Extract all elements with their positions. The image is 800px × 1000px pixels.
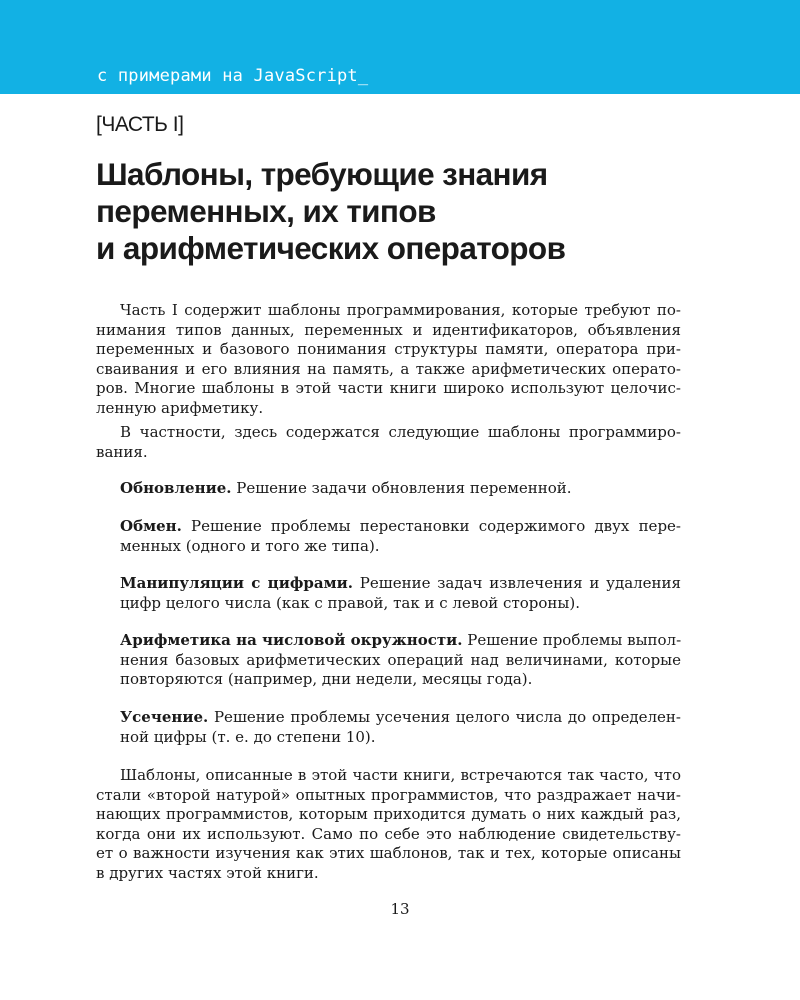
chapter-title [96,156,736,267]
pattern-definition [120,479,681,499]
text-line: стали «второй натурой» опытных программистов, что раздражает начи- [96,785,681,804]
chapter-title-line: переменных, их типов [96,193,436,229]
chapter-title-line: и арифметических операторов [96,230,566,266]
pattern-description: Решение проблемы усечения целого числа до определен- [213,708,681,726]
part-label: [ЧАСТЬ I] [96,113,184,136]
text-line: ет о важности изучения как этих шаблонов, так и тех, которые описаны [96,844,681,862]
pattern-description: ной цифры (т. е. до степени 10). [120,727,376,746]
text-line: в других частях этой книги. [96,863,319,882]
pattern-definition [120,708,681,747]
intro-paragraph-1 [96,301,681,418]
pattern-term: Обновление. [120,479,232,497]
text-line: Шаблоны, описанные в этой части книги, встречаются так часто, что [120,766,681,784]
pattern-description: Решение проблемы выпол- [467,631,682,649]
text-line: нимания типов данных, переменных и идентификаторов, объявления [96,320,681,339]
text-line: Часть I содержит шаблоны программирования, которые требуют по- [120,301,681,319]
pattern-description: Решение задачи обновления переменной. [236,479,572,497]
pattern-term: Обмен. [120,517,182,535]
intro-paragraph-2 [96,423,681,462]
header-band [0,0,800,94]
text-line: переменных и базового понимания структуры памяти, оператора при- [96,340,681,358]
text-line: ров. Многие шаблоны в этой части книги широко используют целочис- [96,379,681,397]
pattern-definition [120,517,681,556]
pattern-term: Усечение. [120,708,209,726]
text-line: вания. [96,442,148,461]
pattern-description: Решение задач извлечения и удаления [359,574,682,592]
closing-paragraph [96,766,681,883]
pattern-description: нения базовых арифметических операций над величинами, которые [120,650,681,669]
pattern-definition [120,574,681,613]
pattern-description: повторяются (например, дни недели, месяцы года). [120,670,533,688]
text-line: ленную арифметику. [96,398,264,417]
running-title: с примерами на JavaScript_ [97,66,369,86]
pattern-term: Арифметика на числовой окружности. [120,631,463,649]
chapter-title-line: Шаблоны, требующие знания [96,156,548,192]
text-line: когда они их используют. Само по себе это наблюдение свидетельству- [96,824,681,843]
pattern-description: Решение проблемы перестановки содержимого двух пере- [191,517,681,535]
text-line: В частности, здесь содержатся следующие шаблоны программиро- [120,423,681,441]
page-number: 13 [390,900,410,918]
pattern-description: цифр целого числа (как с правой, так и с левой стороны). [120,593,580,612]
text-line: сваивания и его влияния на память, а также арифметических операто- [96,359,681,378]
pattern-term: Манипуляции с цифрами. [120,574,353,592]
text-line: нающих программистов, которым приходится думать о них каждый раз, [96,805,681,823]
pattern-definition [120,631,681,690]
pattern-description: менных (одного и того же типа). [120,536,380,555]
